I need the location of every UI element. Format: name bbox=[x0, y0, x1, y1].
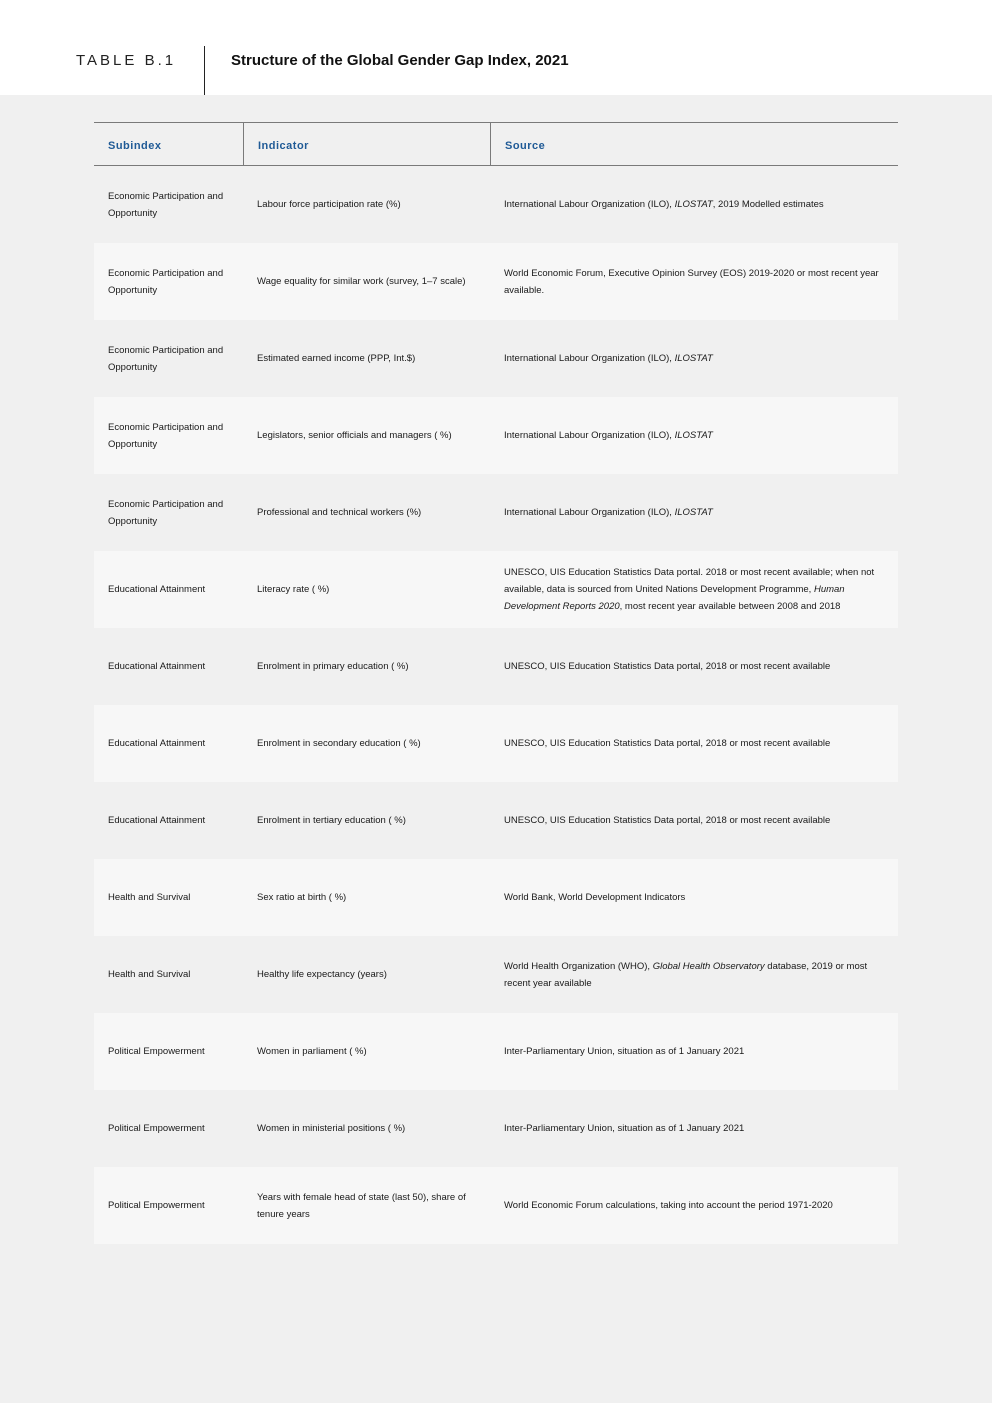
cell-source bbox=[504, 1013, 889, 1090]
indicator-text: Legislators, senior officials and managers ( %) bbox=[257, 430, 452, 441]
cell-subindex bbox=[108, 320, 233, 397]
source-publication-title: ILOSTAT bbox=[674, 430, 713, 441]
cell-source bbox=[504, 474, 889, 551]
cell-source bbox=[504, 936, 889, 1013]
source-segment: World Bank, World Development Indicators bbox=[504, 892, 686, 903]
source-segment: International Labour Organization (ILO), bbox=[504, 430, 675, 441]
source-segment: World Health Organization (WHO), bbox=[504, 960, 653, 972]
source-segment: Inter-Parliamentary Union, situation as of 1 January 2021 bbox=[504, 1123, 745, 1134]
subindex-text: Educational Attainment bbox=[108, 815, 206, 826]
source-segment: , 2019 Modelled estimates bbox=[712, 199, 824, 210]
cell-subindex bbox=[108, 1013, 233, 1090]
cell-subindex bbox=[108, 551, 233, 628]
cell-subindex bbox=[108, 705, 233, 782]
table-body bbox=[94, 166, 898, 1244]
source-segment: UNESCO, UIS Education Statistics Data portal, 2018 or most recent available bbox=[504, 661, 831, 672]
cell-source bbox=[504, 397, 889, 474]
subindex-text: Educational Attainment bbox=[108, 661, 206, 672]
indicator-text: Enrolment in primary education ( %) bbox=[257, 661, 409, 672]
column-header-subindex: Subindex bbox=[108, 140, 162, 152]
cell-indicator bbox=[257, 859, 482, 936]
source-text bbox=[504, 812, 830, 829]
source-segment: International Labour Organization (ILO), bbox=[504, 353, 675, 364]
indicator-text: Wage equality for similar work (survey, 1–7 scale) bbox=[257, 276, 466, 287]
subindex-text: Health and Survival bbox=[108, 892, 191, 903]
subindex-text: Economic Participation and Opportunity bbox=[108, 344, 224, 373]
table-row bbox=[94, 320, 898, 397]
source-segment: UNESCO, UIS Education Statistics Data portal, 2018 or most recent available bbox=[504, 815, 831, 826]
source-segment: International Labour Organization (ILO), bbox=[504, 199, 675, 210]
table-row bbox=[94, 782, 898, 859]
subindex-text: Economic Participation and Opportunity bbox=[108, 421, 224, 450]
source-segment: UNESCO, UIS Education Statistics Data portal. 2018 or most recent available; when not available, data is sourced from United Nations Development Programme, bbox=[504, 567, 875, 595]
cell-indicator bbox=[257, 166, 482, 243]
subindex-text: Political Empowerment bbox=[108, 1046, 205, 1057]
page-header bbox=[0, 0, 992, 95]
cell-subindex bbox=[108, 474, 233, 551]
cell-indicator bbox=[257, 474, 482, 551]
source-publication-title: Human Development Reports 2020 bbox=[504, 584, 845, 612]
table-row bbox=[94, 859, 898, 936]
cell-source bbox=[504, 628, 889, 705]
source-publication-title: ILOSTAT bbox=[674, 199, 713, 210]
table-row bbox=[94, 551, 898, 628]
cell-source bbox=[504, 166, 889, 243]
cell-subindex bbox=[108, 1090, 233, 1167]
subindex-text: Economic Participation and Opportunity bbox=[108, 190, 224, 219]
source-segment: , most recent year available between 2008 and 2018 bbox=[619, 601, 841, 612]
source-publication-title: Global Health Observatory bbox=[652, 960, 765, 972]
source-segment: International Labour Organization (ILO), bbox=[504, 507, 675, 518]
cell-indicator bbox=[257, 243, 482, 320]
table-title: Structure of the Global Gender Gap Index, 2021 bbox=[231, 52, 569, 69]
source-text bbox=[504, 504, 713, 521]
cell-indicator bbox=[257, 1167, 482, 1244]
subindex-text: Political Empowerment bbox=[108, 1200, 205, 1211]
cell-source bbox=[504, 243, 889, 320]
cell-source bbox=[504, 1090, 889, 1167]
source-publication-title: ILOSTAT bbox=[674, 353, 713, 364]
table-row bbox=[94, 1090, 898, 1167]
table-row bbox=[94, 1013, 898, 1090]
indicator-text: Literacy rate ( %) bbox=[257, 584, 330, 595]
source-text bbox=[504, 1120, 744, 1137]
cell-subindex bbox=[108, 859, 233, 936]
source-publication-title: ILOSTAT bbox=[674, 507, 713, 518]
cell-subindex bbox=[108, 628, 233, 705]
table-header bbox=[94, 122, 898, 166]
cell-indicator bbox=[257, 320, 482, 397]
cell-subindex bbox=[108, 166, 233, 243]
source-segment: World Economic Forum, Executive Opinion Survey (EOS) 2019-2020 or most recent year available. bbox=[504, 267, 879, 296]
source-text bbox=[504, 564, 889, 615]
indicator-text: Labour force participation rate (%) bbox=[257, 199, 401, 210]
subindex-text: Economic Participation and Opportunity bbox=[108, 498, 224, 527]
source-text bbox=[504, 735, 830, 752]
cell-source bbox=[504, 1167, 889, 1244]
cell-source bbox=[504, 551, 889, 628]
cell-subindex bbox=[108, 397, 233, 474]
indicator-text: Women in ministerial positions ( %) bbox=[257, 1123, 406, 1134]
indicator-text: Healthy life expectancy (years) bbox=[257, 969, 387, 980]
cell-indicator bbox=[257, 782, 482, 859]
column-header-indicator: Indicator bbox=[243, 123, 490, 165]
source-text bbox=[504, 1043, 744, 1060]
indicator-text: Enrolment in secondary education ( %) bbox=[257, 738, 421, 749]
table-row bbox=[94, 628, 898, 705]
cell-source bbox=[504, 705, 889, 782]
table-row bbox=[94, 474, 898, 551]
column-header-source: Source bbox=[490, 123, 898, 165]
table-row bbox=[94, 1167, 898, 1244]
subindex-text: Educational Attainment bbox=[108, 738, 206, 749]
cell-indicator bbox=[257, 628, 482, 705]
table-row bbox=[94, 166, 898, 243]
cell-indicator bbox=[257, 397, 482, 474]
table-row bbox=[94, 397, 898, 474]
indicator-text: Enrolment in tertiary education ( %) bbox=[257, 815, 406, 826]
source-text bbox=[504, 658, 830, 675]
indicator-text: Estimated earned income (PPP, Int.$) bbox=[257, 353, 416, 364]
source-segment: database, 2019 or most recent year available bbox=[504, 960, 868, 989]
source-segment: Inter-Parliamentary Union, situation as of 1 January 2021 bbox=[504, 1046, 745, 1057]
header-divider bbox=[204, 46, 205, 95]
cell-source bbox=[504, 859, 889, 936]
cell-subindex bbox=[108, 782, 233, 859]
source-text bbox=[504, 196, 824, 213]
cell-indicator bbox=[257, 1090, 482, 1167]
cell-source bbox=[504, 782, 889, 859]
indicator-text: Years with female head of state (last 50), share of tenure years bbox=[257, 1191, 466, 1220]
cell-indicator bbox=[257, 1013, 482, 1090]
source-segment: UNESCO, UIS Education Statistics Data portal, 2018 or most recent available bbox=[504, 738, 831, 749]
source-text bbox=[504, 958, 889, 992]
table-row bbox=[94, 705, 898, 782]
table-row bbox=[94, 936, 898, 1013]
source-segment: World Economic Forum calculations, taking into account the period 1971-2020 bbox=[504, 1200, 833, 1211]
source-text bbox=[504, 350, 713, 367]
source-text bbox=[504, 889, 685, 906]
cell-source bbox=[504, 320, 889, 397]
data-table bbox=[94, 122, 898, 1244]
subindex-text: Political Empowerment bbox=[108, 1123, 205, 1134]
indicator-text: Professional and technical workers (%) bbox=[257, 507, 422, 518]
table-label: TABLE B.1 bbox=[76, 52, 177, 69]
cell-indicator bbox=[257, 551, 482, 628]
subindex-text: Health and Survival bbox=[108, 969, 191, 980]
source-text bbox=[504, 427, 713, 444]
cell-subindex bbox=[108, 936, 233, 1013]
indicator-text: Sex ratio at birth ( %) bbox=[257, 892, 347, 903]
source-text bbox=[504, 265, 889, 299]
cell-indicator bbox=[257, 936, 482, 1013]
cell-indicator bbox=[257, 705, 482, 782]
cell-subindex bbox=[108, 243, 233, 320]
subindex-text: Economic Participation and Opportunity bbox=[108, 267, 224, 296]
table-row bbox=[94, 243, 898, 320]
source-text bbox=[504, 1197, 833, 1214]
subindex-text: Educational Attainment bbox=[108, 584, 206, 595]
cell-subindex bbox=[108, 1167, 233, 1244]
indicator-text: Women in parliament ( %) bbox=[257, 1046, 367, 1057]
